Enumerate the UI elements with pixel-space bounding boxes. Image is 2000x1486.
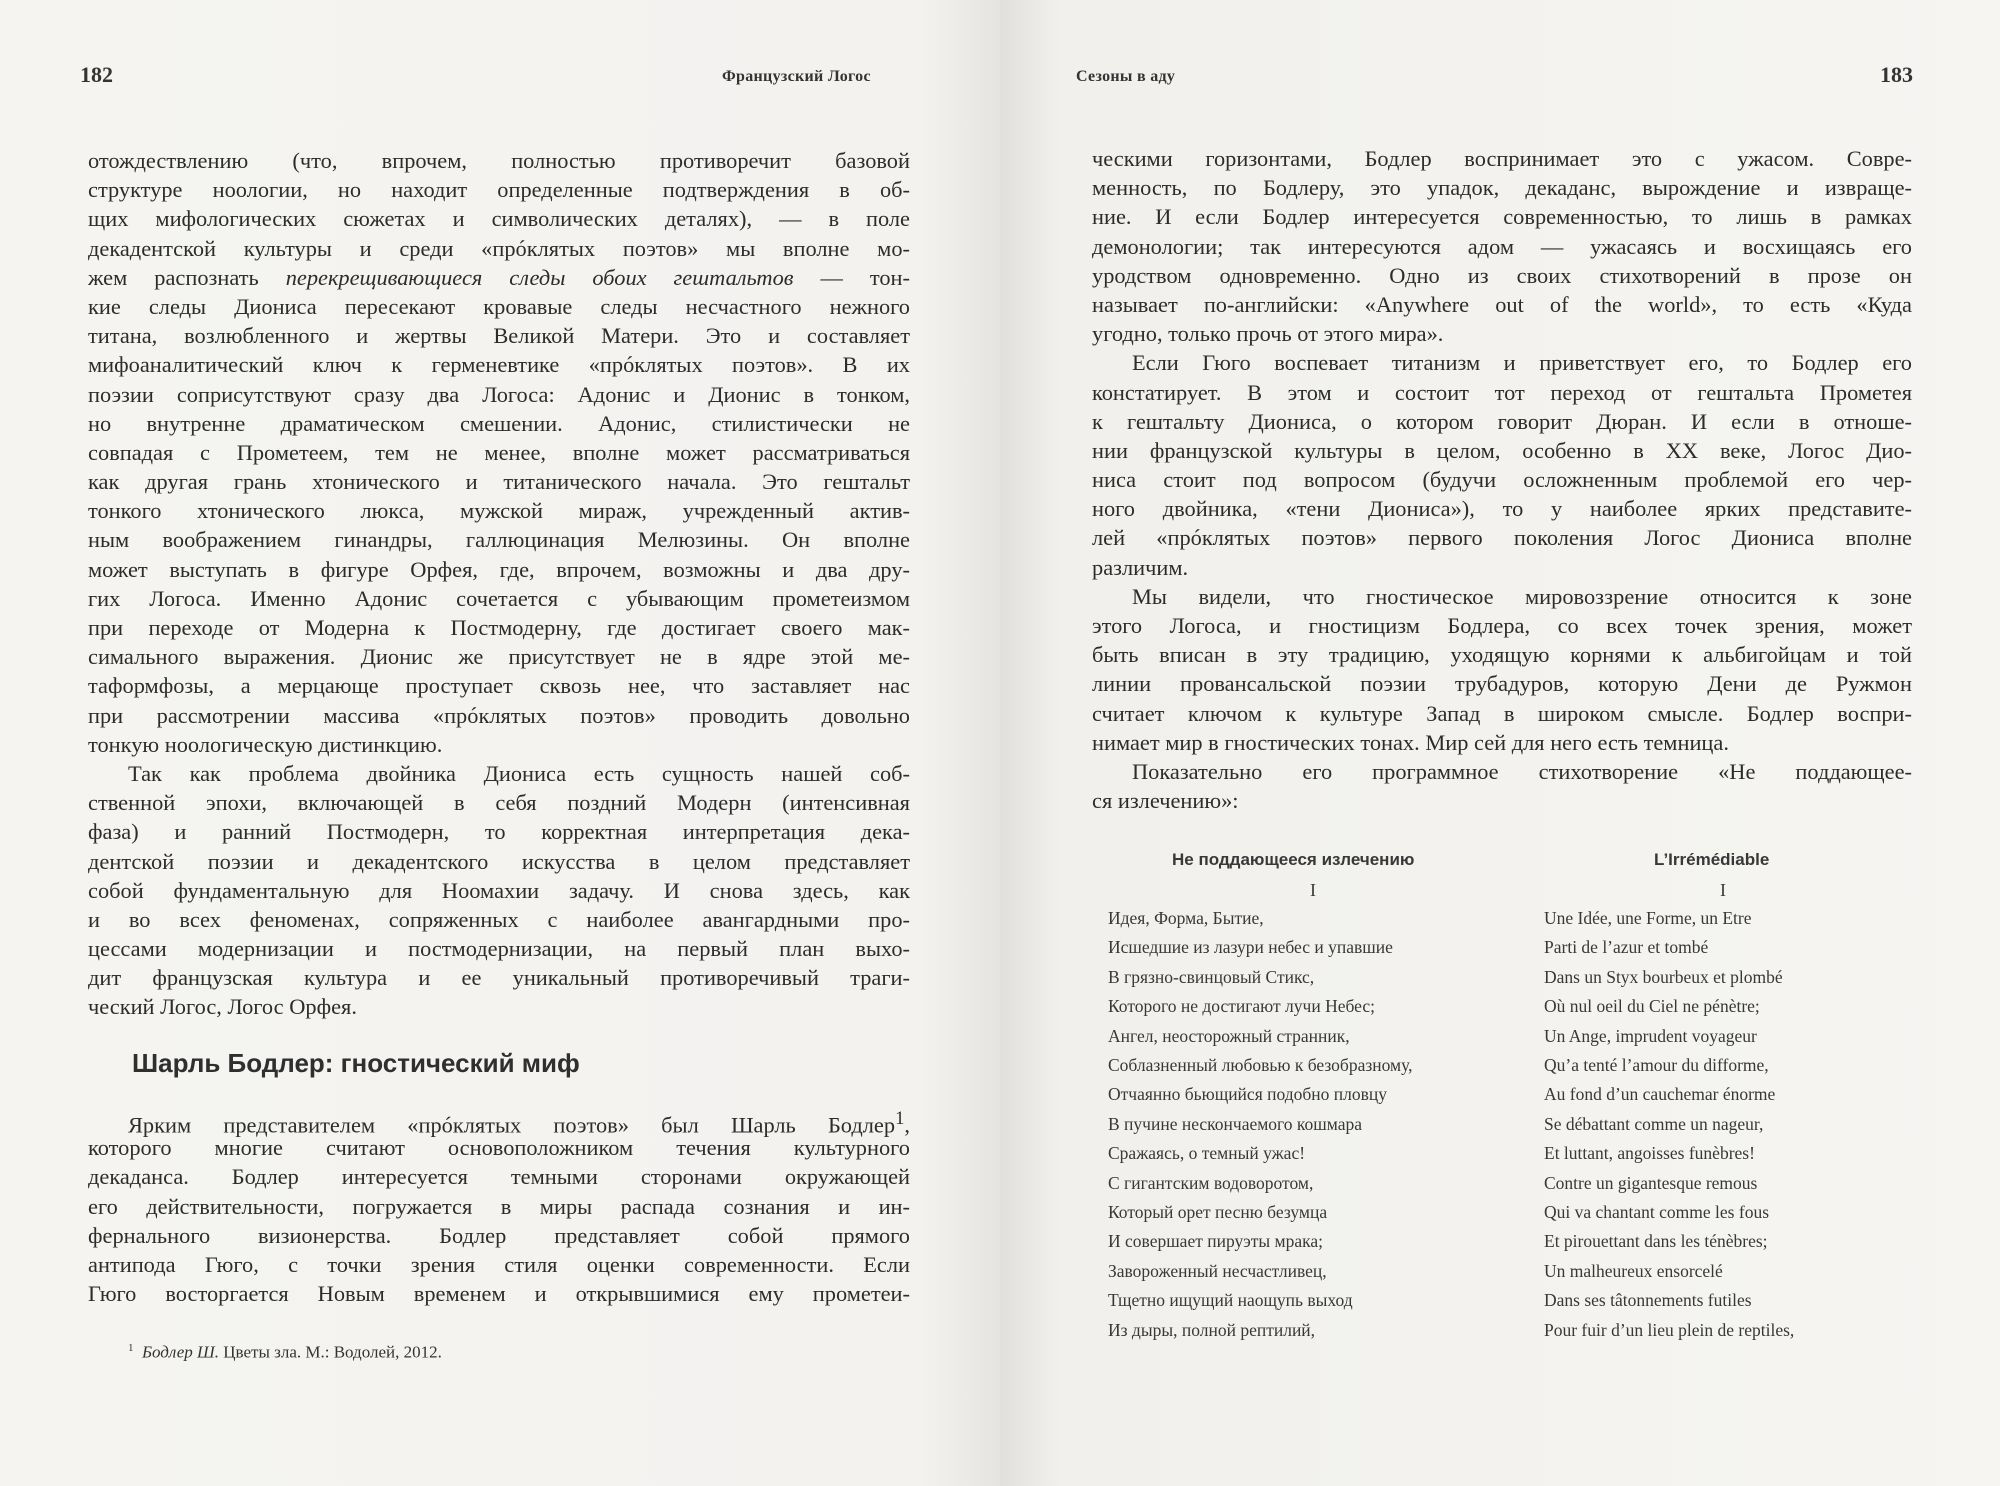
text-line: ственной эпохи, включающей в себя поздний Модерн (интенсивная: [88, 790, 910, 816]
text-line: антипода Гюго, с точки зрения стиля оценки современности. Если: [88, 1251, 910, 1277]
left-paragraph-3: [88, 1104, 910, 1308]
text-line: как другая грань хтонического и титанического начала. Это гештальт: [88, 469, 910, 495]
text-line: кие следы Диониса пересекают кровавые следы несчастного нежного: [88, 293, 910, 319]
text-line: менность, по Бодлеру, это упадок, декаданс, вырождение и извраще-: [1092, 175, 1912, 201]
poem-line-ru: Отчаянно бьющийся подобно пловцу: [1108, 1084, 1388, 1105]
poem-line-fr: Et luttant, angoisses funèbres!: [1544, 1143, 1755, 1164]
text-line: при переходе от Модерна к Постмодерну, где достигает своего мак-: [88, 615, 910, 640]
poem-line-ru: Который орет песню безумца: [1108, 1202, 1328, 1222]
text-line: титана, возлюбленного и жертвы Великой Матери. Это и составляет: [88, 323, 910, 349]
text-line: мифоаналитический ключ к герменевтике «прóклятых поэтов». В их: [88, 352, 910, 378]
poem-line-ru: Тщетно ищущий наощупь выход: [1108, 1290, 1353, 1311]
text-line: констатирует. В этом и состоит тот переход от гештальта Прометея: [1092, 379, 1912, 405]
poem-line-ru: И совершает пируэты мрака;: [1108, 1231, 1323, 1252]
text-line: ние. И если Бодлер интересуется современностью, то лишь в рамках: [1092, 204, 1912, 230]
text-line: линии провансальской поэзии трубадуров, которую Дени де Ружмон: [1092, 671, 1912, 697]
poem-line-fr: Contre un gigantesque remous: [1544, 1172, 1758, 1193]
text-line: декадентской культуры и среди «прóклятых поэтов» мы вполне мо-: [88, 235, 910, 261]
poem-line-fr: Qu’a tenté l’amour du difforme,: [1544, 1055, 1769, 1075]
text-line: Мы видели, что гностическое мировоззрение относится к зоне: [1132, 583, 1912, 609]
text-line: ческими горизонтами, Бодлер воспринимает это с ужасом. Совре-: [1092, 146, 1912, 171]
poem-numeral-fr: I: [1720, 880, 1726, 900]
poem-line-ru: Которого не достигают лучи Небес;: [1108, 996, 1375, 1017]
text-line: совпадая с Прометеем, тем не менее, вполне может рассматриваться: [88, 439, 910, 465]
text-line-footnote-ref: Ярким представителем «прóклятых поэтов» был Шарль Бодлер$^1$,: [128, 1108, 910, 1138]
poem-line-fr: Parti de l’azur et tombé: [1544, 937, 1709, 958]
text-line: и во всех феноменах, сопряженных с наиболее авангардными про-: [88, 906, 910, 932]
poem-line-fr: Au fond d’un cauchemar énorme: [1544, 1084, 1776, 1105]
text-line: тонкую ноологическую дистинкцию.: [88, 731, 443, 757]
left-paragraph-1: [88, 146, 910, 1022]
poem-line-fr: Se débattant comme un nageur,: [1544, 1113, 1764, 1134]
poem-line-ru: Завороженный несчастливец,: [1108, 1260, 1327, 1281]
text-line: цессами модернизации и постмодернизации, на первый план выхо-: [88, 936, 910, 962]
text-line: при рассмотрении массива «прóклятых поэтов» проводить довольно: [88, 702, 910, 728]
text-line-mixed: жем распознать перекрещивающиеся следы обоих гештальтов — тон-: [88, 264, 910, 290]
poem-line-fr: Une Idée, une Forme, un Etre: [1544, 908, 1752, 928]
poem-line-ru: С гигантским водоворотом,: [1108, 1172, 1314, 1193]
text-line: Гюго восторгается Новым временем и открывшимися ему прометеи-: [88, 1281, 910, 1307]
poem-line-ru: В пучине нескончаемого кошмара: [1108, 1113, 1363, 1134]
section-title: Шарль Бодлер: гностический миф: [132, 1048, 580, 1078]
text-line: фернального визионерства. Бодлер представляет собой прямого: [88, 1222, 910, 1248]
text-line: собой фундаментальную для Ноомахии задачу. И снова здесь, как: [88, 877, 910, 903]
right-page-number: 183: [1880, 62, 1913, 87]
text-line: дентской поэзии и декадентского искусства в целом представляет: [88, 848, 910, 874]
text-line: тонкого хтонического люкса, мужской мираж, учрежденный актив-: [88, 498, 910, 524]
text-line: но внутренне драматическом смешении. Адонис, стилистически не: [88, 410, 910, 436]
text-line: ся излечению»:: [1092, 788, 1239, 814]
text-line: отождествлению (что, впрочем, полностью противоречит базовой: [88, 148, 910, 173]
poem-line-fr: Où nul oeil du Ciel ne pénètre;: [1544, 996, 1760, 1017]
text-line: Показательно его программное стихотворение «Не поддающее-: [1132, 758, 1912, 784]
text-line: уродством одновременно. Одно из своих стихотворений в прозе он: [1092, 262, 1912, 288]
text-line: быть вписан в эту традицию, уходящую корнями к альбигойцам и той: [1092, 642, 1912, 668]
left-page-number: 182: [80, 62, 113, 87]
poem-line-ru: Ангел, неосторожный странник,: [1108, 1025, 1350, 1046]
poem-line-fr: Un malheureux ensorcelé: [1544, 1260, 1723, 1281]
text-line: ческий Логос, Логос Орфея.: [88, 994, 357, 1020]
poem-line-ru: Сражаясь, о темный ужас!: [1108, 1143, 1306, 1164]
footnote: $^1$ Бодлер Ш. Цветы зла. М.: Водолей, 2012.: [128, 1342, 442, 1362]
poem-line-ru: В грязно-свинцовый Стикс,: [1108, 966, 1315, 987]
text-line: угодно, только прочь от этого мира».: [1092, 321, 1444, 347]
text-line: Если Гюго воспевает титанизм и приветствует его, то Бодлер его: [1132, 350, 1912, 376]
poem-line-ru: Исшедшие из лазури небес и упавшие: [1108, 937, 1393, 958]
text-line: нии французской культуры в целом, особенно в XX веке, Логос Дио-: [1092, 437, 1912, 463]
text-line: которого многие считают основоположником течения культурного: [88, 1135, 910, 1161]
text-line: считает ключом к культуре Запад в широком смысле. Бодлер воспри-: [1092, 700, 1912, 726]
poem-line-fr: Pour fuir d’un lieu plein de reptiles,: [1544, 1319, 1795, 1340]
text-line: декаданса. Бодлер интересуется темными сторонами окружающей: [88, 1164, 910, 1190]
text-line: его действительности, погружается в миры распада сознания и ин-: [88, 1193, 910, 1219]
text-line: фаза) и ранний Постмодерн, то корректная интерпретация дека-: [88, 819, 910, 845]
text-line: нимает мир в гностических тонах. Мир сей для него есть темница.: [1092, 729, 1729, 755]
poem-line-ru: Из дыры, полной рептилий,: [1108, 1319, 1316, 1340]
text-line: демонологии; так интересуются адом — ужасаясь и восхищаясь его: [1092, 233, 1912, 259]
text-line: щих мифологических сюжетах и символических деталях), — в поле: [88, 206, 910, 232]
text-line: этого Логоса, и гностицизм Бодлера, со всех точек зрения, может: [1092, 613, 1912, 638]
left-running-header: Французский Логос: [722, 68, 871, 85]
text-line: ного двойника, «тени Диониса»), то у наиболее ярких представите-: [1092, 496, 1912, 522]
right-running-header: Сезоны в аду: [1076, 68, 1176, 85]
poem-line-fr: Dans un Styx bourbeux et plombé: [1544, 966, 1783, 987]
text-line: ным воображением гинандры, галлюцинация Мелюзины. Он вполне: [88, 527, 910, 553]
poem-title-fr: L’Irrémédiable: [1654, 850, 1770, 869]
text-line: лей «прóклятых поэтов» первого поколения Логос Диониса вполне: [1092, 525, 1912, 551]
text-line: поэзии соприсутствуют сразу два Логоса: Адонис и Дионис в тонком,: [88, 381, 910, 407]
text-line: дит французская культура и ее уникальный противоречивый траги-: [88, 965, 910, 991]
poem-title-ru: Не поддающееся излечению: [1172, 850, 1415, 869]
text-line: симального выражения. Дионис же присутствует не в ядре этой ме-: [88, 644, 910, 670]
text-line: к гештальту Диониса, о котором говорит Дюран. И если в отноше-: [1092, 408, 1912, 434]
text-line: ниса стоит под вопросом (будучи осложненным проблемой его чер-: [1092, 467, 1912, 493]
text-line: гих Логоса. Именно Адонис сочетается с убывающим прометеизмом: [88, 585, 910, 611]
poem-numeral-ru: I: [1310, 880, 1316, 900]
poem-line-fr: Dans ses tâtonnements futiles: [1544, 1290, 1752, 1311]
poem-line-fr: Un Ange, imprudent voyageur: [1544, 1025, 1757, 1046]
poem-line-ru: Соблазненный любовью к безобразному,: [1108, 1055, 1413, 1075]
text-line: структуре ноологии, но находит определенные подтверждения в об-: [88, 177, 910, 203]
text-line: Так как проблема двойника Диониса есть сущность нашей соб-: [128, 760, 910, 786]
text-line: может выступать в фигуре Орфея, где, впрочем, возможны и два дру-: [88, 556, 910, 582]
poem-line-fr: Qui va chantant comme les fous: [1544, 1202, 1770, 1222]
poem-line-ru: Идея, Форма, Бытие,: [1108, 908, 1264, 928]
text-line: называет по-английски: «Anywhere out of the world», то есть «Куда: [1092, 291, 1912, 317]
right-paragraphs: [1092, 144, 1912, 815]
text-line: различим.: [1092, 554, 1189, 580]
poem-line-fr: Et pirouettant dans les ténèbres;: [1544, 1231, 1768, 1252]
right-page: [1000, 0, 2000, 1486]
text-line: таформфозы, а мерцающе проступает сквозь нее, что заставляет нас: [88, 673, 910, 699]
